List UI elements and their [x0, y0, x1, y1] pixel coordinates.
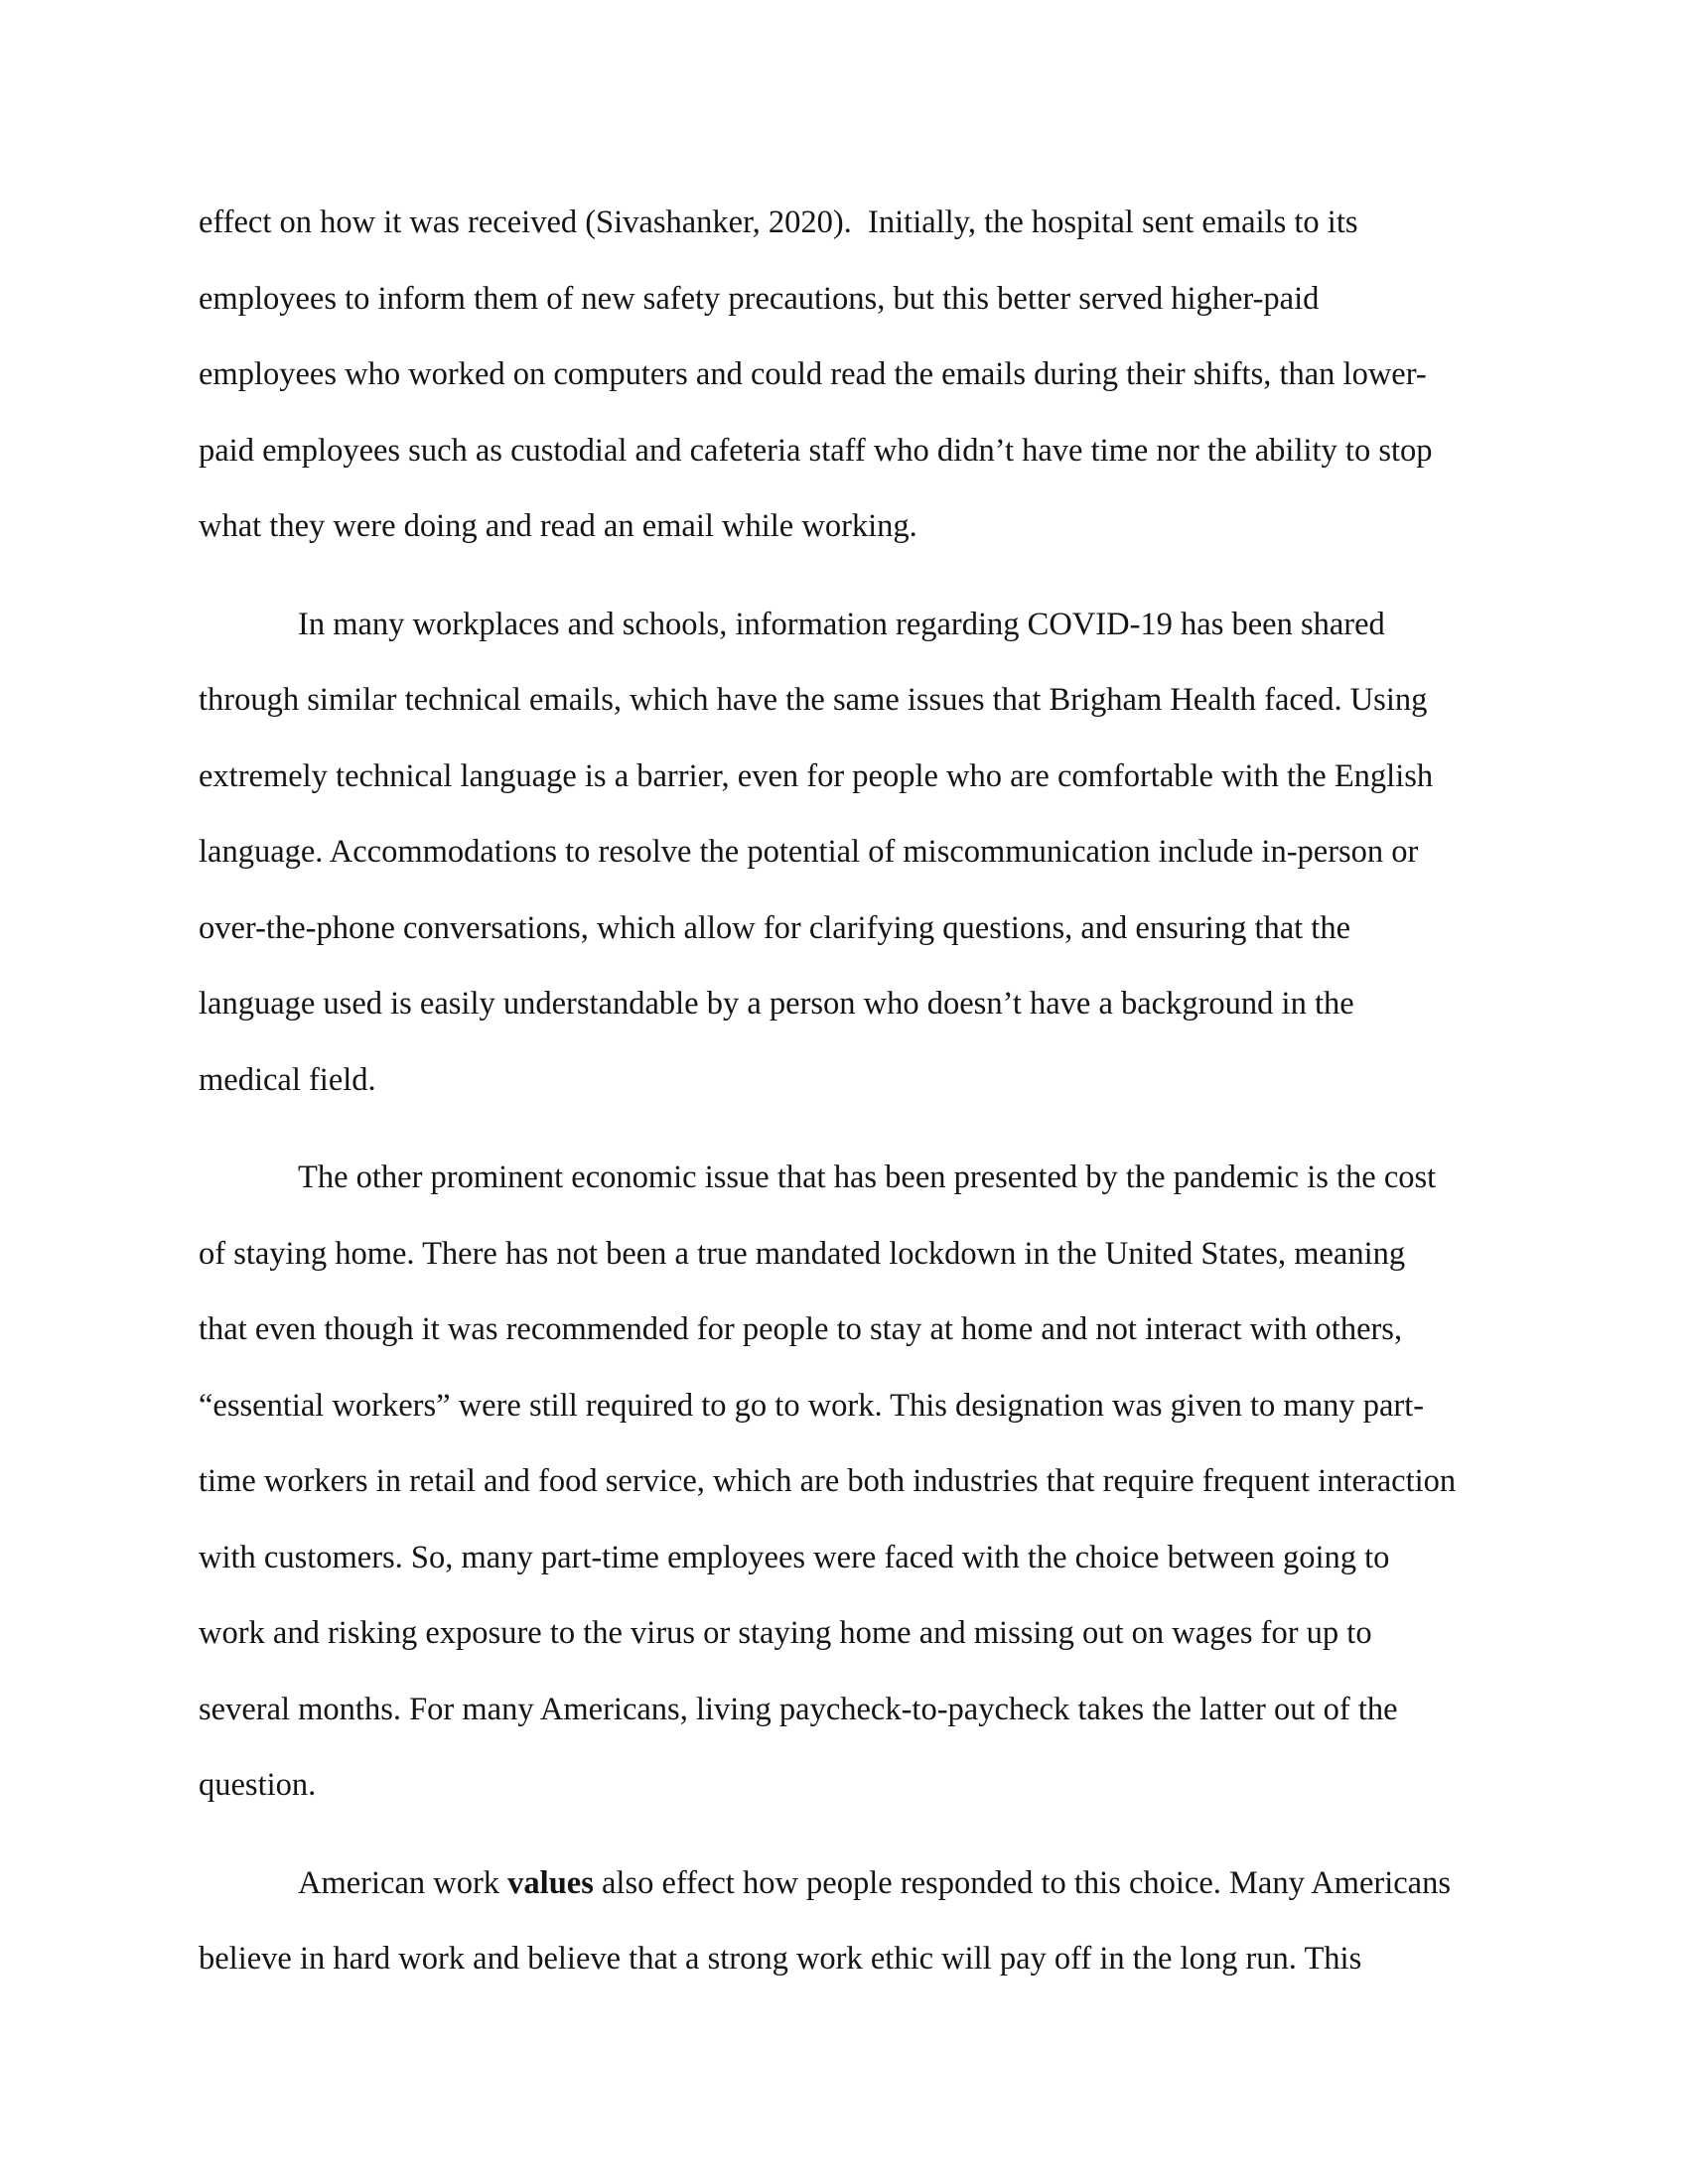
text-line: extremely technical language is a barrier, even for people who are comfortable with the English [199, 757, 1434, 794]
text-line: medical field. [199, 1061, 376, 1098]
text-line: with customers. So, many part-time employees were faced with the choice between going to [199, 1539, 1390, 1575]
text-line: paid employees such as custodial and cafeteria staff who didn’t have time nor the ability to stop [199, 432, 1433, 469]
text-line: employees who worked on computers and could read the emails during their shifts, than lower- [199, 356, 1427, 392]
text-line: effect on how it was received (Sivashanker, 2020). Initially, the hospital sent emails to its [199, 205, 1358, 240]
text-segment: also effect how people responded to this choice. Many Americans [593, 1864, 1451, 1901]
text-line: time workers in retail and food service, which are both industries that require frequent interaction [199, 1463, 1457, 1499]
paragraph-4 [199, 1845, 1489, 1997]
paragraph-2 [199, 587, 1489, 1119]
text-line: what they were doing and read an email while working. [199, 508, 917, 544]
text-line: through similar technical emails, which have the same issues that Brigham Health faced. Using [199, 682, 1428, 718]
text-line: In many workplaces and schools, information regarding COVID-19 has been shared [298, 606, 1385, 642]
text-line: believe in hard work and believe that a strong work ethic will pay off in the long run. This [199, 1941, 1362, 1977]
text-line: of staying home. There has not been a true mandated lockdown in the United States, meaning [199, 1235, 1406, 1272]
text-segment: American work [298, 1864, 508, 1901]
text-line: employees to inform them of new safety precautions, but this better served higher-paid [199, 280, 1320, 317]
text-line: that even though it was recommended for people to stay at home and not interact with others, [199, 1311, 1403, 1347]
body-text [199, 185, 1489, 2019]
paragraph-1 [199, 185, 1489, 565]
emphasized-word: values [507, 1864, 594, 1901]
text-line: question. [199, 1767, 317, 1803]
paragraph-3 [199, 1140, 1489, 1824]
text-line [199, 1845, 1489, 1922]
text-line: several months. For many Americans, living paycheck-to-paycheck takes the latter out of the [199, 1691, 1398, 1727]
text-line: The other prominent economic issue that has been presented by the pandemic is the cost [298, 1160, 1437, 1195]
text-line: language used is easily understandable by a person who doesn’t have a background in the [199, 986, 1354, 1022]
text-line: language. Accommodations to resolve the potential of miscommunication include in-person or [199, 834, 1419, 870]
text-line: over-the-phone conversations, which allow for clarifying questions, and ensuring that the [199, 909, 1351, 946]
text-line: work and risking exposure to the virus or staying home and missing out on wages for up to [199, 1615, 1372, 1651]
text-line: “essential workers” were still required to go to work. This designation was given to many part- [199, 1387, 1425, 1424]
